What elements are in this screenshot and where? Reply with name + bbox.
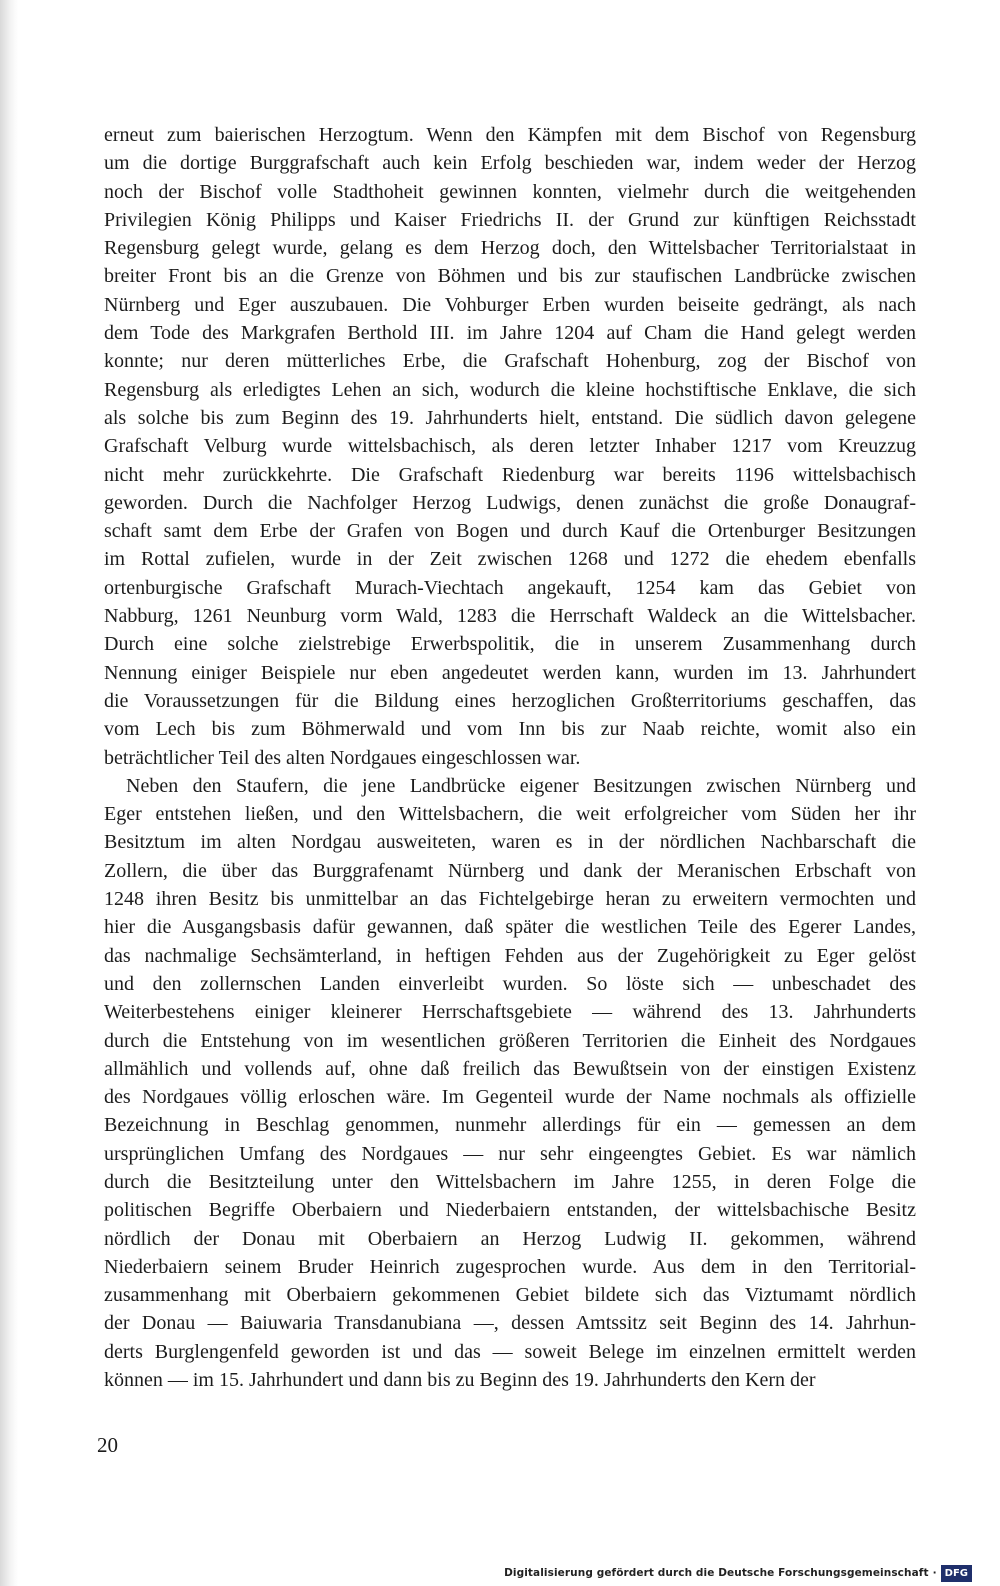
text-line: Regensburg gelegt wurde, gelang es dem Herzog doch, den Wittelsbacher Territorialstaat in xyxy=(104,237,916,260)
text-line: ursprünglichen Umfang des Nordgaues — nur sehr eingeengtes Gebiet. Es war nämlich xyxy=(104,1142,916,1165)
text-line: konnte; nur deren mütterliches Erbe, die Grafschaft Hohenburg, zog der Bischof von xyxy=(104,350,916,373)
text-line: schaft samt dem Erbe der Grafen von Bogen und durch Kauf die Ortenburger Besitzungen xyxy=(104,520,916,543)
text-line: zusammenhang mit Oberbaiern gekommenen Gebiet bildete sich das Viztumamt nördlich xyxy=(104,1284,916,1307)
text-line: Privilegien König Philipps und Kaiser Friedrichs II. der Grund zur künftigen Reichsstadt xyxy=(104,208,916,231)
text-line: dem Tode des Markgrafen Berthold III. im Jahre 1204 auf Cham die Hand gelegt werden xyxy=(104,322,916,345)
text-line: Durch eine solche zielstrebige Erwerbspolitik, die in unserem Zusammenhang durch xyxy=(104,633,916,656)
text-line: erneut zum baierischen Herzogtum. Wenn den Kämpfen mit dem Bischof von Regensburg xyxy=(104,124,916,146)
text-line: im Rottal zufielen, wurde in der Zeit zwischen 1268 und 1272 die ehedem ebenfalls xyxy=(104,548,916,571)
text-line: ortenburgische Grafschaft Murach-Viechtach angekauft, 1254 kam das Gebiet von xyxy=(104,576,916,599)
text-line: Nabburg, 1261 Neunburg vorm Wald, 1283 die Herrschaft Waldeck an die Wittelsbacher. xyxy=(104,605,916,628)
digitization-footer xyxy=(504,1564,972,1582)
text-line: um die dortige Burggrafschaft auch kein Erfolg beschieden war, indem weder der Herzog xyxy=(104,152,916,175)
text-line: das nachmalige Sechsämterland, in heftigen Fehden aus der Zugehörigkeit zu Eger gelöst xyxy=(104,944,916,967)
text-line: die Voraussetzungen für die Bildung eines herzoglichen Großterritoriums geschaffen, das xyxy=(104,689,916,712)
footer-separator: · xyxy=(932,1567,937,1579)
page-number: 20 xyxy=(97,1433,118,1457)
text-line: können — im 15. Jahrhundert und dann bis zu Beginn des 19. Jahrhunderts den Kern der xyxy=(104,1369,816,1392)
text-line: des Nordgaues völlig erloschen wäre. Im Gegenteil wurde der Name nochmals als offizielle xyxy=(104,1086,916,1109)
text-line: Neben den Staufern, die jene Landbrücke eigener Besitzungen zwischen Nürnberg und xyxy=(126,774,916,797)
footer-credit-text: Digitalisierung gefördert durch die Deutsche Forschungsgemeinschaft xyxy=(504,1567,929,1579)
text-line: noch der Bischof volle Stadthoheit gewinnen konnten, vielmehr durch die weitgehenden xyxy=(104,180,916,203)
text-line: geworden. Durch die Nachfolger Herzog Ludwigs, denen zunächst die große Donaugraf- xyxy=(104,491,916,514)
text-line: Nürnberg und Eger auszubauen. Die Vohburger Erben wurden beiseite gedrängt, als nach xyxy=(104,293,916,316)
text-line: allmählich und vollends auf, ohne daß freilich das Bewußtsein von der einstigen Existenz xyxy=(104,1057,916,1080)
text-line: Eger entstehen ließen, und den Wittelsbachern, die weit erfolgreicher vom Süden her ihr xyxy=(104,803,916,826)
text-line: Regensburg als erledigtes Lehen an sich, wodurch die kleine hochstiftische Enklave, die sich xyxy=(104,378,916,401)
text-line: durch die Besitzteilung unter den Wittelsbachern im Jahre 1255, in deren Folge die xyxy=(104,1170,916,1193)
text-line: Zollern, die über das Burggrafenamt Nürnberg und dank der Meranischen Erbschaft von xyxy=(104,859,916,882)
text-line: Bezeichnung in Beschlag genommen, nunmehr allerdings für ein — gemessen an dem xyxy=(104,1114,916,1137)
text-line: vom Lech bis zum Böhmerwald und vom Inn bis zur Naab reichte, womit also ein xyxy=(104,718,916,741)
text-line: Grafschaft Velburg wurde wittelsbachisch, als deren letzter Inhaber 1217 vom Kreuzzug xyxy=(104,435,916,458)
page-body xyxy=(104,121,916,1394)
text-line: 1248 ihren Besitz bis unmittelbar an das Fichtelgebirge heran zu erweitern vermochten und xyxy=(104,888,916,911)
text-line: Nennung einiger Beispiele nur eben angedeutet werden kann, wurden im 13. Jahrhundert xyxy=(104,661,916,684)
text-line: Besitztum im alten Nordgau ausweiteten, waren es in der nördlichen Nachbarschaft die xyxy=(104,831,916,854)
text-line: beträchtlicher Teil des alten Nordgaues eingeschlossen war. xyxy=(104,746,581,769)
dfg-logo-icon: DFG xyxy=(941,1565,972,1582)
text-line: nördlich der Donau mit Oberbaiern an Herzog Ludwig II. gekommen, während xyxy=(104,1227,916,1250)
text-line: und den zollernschen Landen einverleibt wurden. So löste sich — unbeschadet des xyxy=(104,972,916,995)
text-line: der Donau — Baiuwaria Transdanubiana —, dessen Amtssitz seit Beginn des 14. Jahrhun- xyxy=(104,1312,916,1335)
text-line: als solche bis zum Beginn des 19. Jahrhunderts hielt, entstand. Die südlich davon gelegene xyxy=(104,406,916,429)
text-line: Weiterbestehens einiger kleinerer Herrschaftsgebiete — während des 13. Jahrhunderts xyxy=(104,1001,916,1024)
text-line: politischen Begriffe Oberbaiern und Niederbaiern entstanden, der wittelsbachische Besitz xyxy=(104,1199,916,1222)
text-line: durch die Entstehung von im wesentlichen größeren Territorien die Einheit des Nordgaues xyxy=(104,1029,916,1052)
paragraph xyxy=(104,772,916,1395)
text-line: breiter Front bis an die Grenze von Böhmen und bis zur staufischen Landbrücke zwischen xyxy=(104,265,916,288)
text-line: nicht mehr zurückkehrte. Die Grafschaft Riedenburg war bereits 1196 wittelsbachisch xyxy=(104,463,916,486)
text-line: hier die Ausgangsbasis dafür gewannen, daß später die westlichen Teile des Egerer Landes, xyxy=(104,916,916,939)
text-line: Niederbaiern seinem Bruder Heinrich zugesprochen wurde. Aus dem in den Territorial- xyxy=(104,1255,916,1278)
scan-edge-shadow xyxy=(0,0,18,1586)
paragraph xyxy=(104,121,916,772)
text-line: derts Burglengenfeld geworden ist und das — soweit Belege im einzelnen ermittelt werden xyxy=(104,1340,916,1363)
